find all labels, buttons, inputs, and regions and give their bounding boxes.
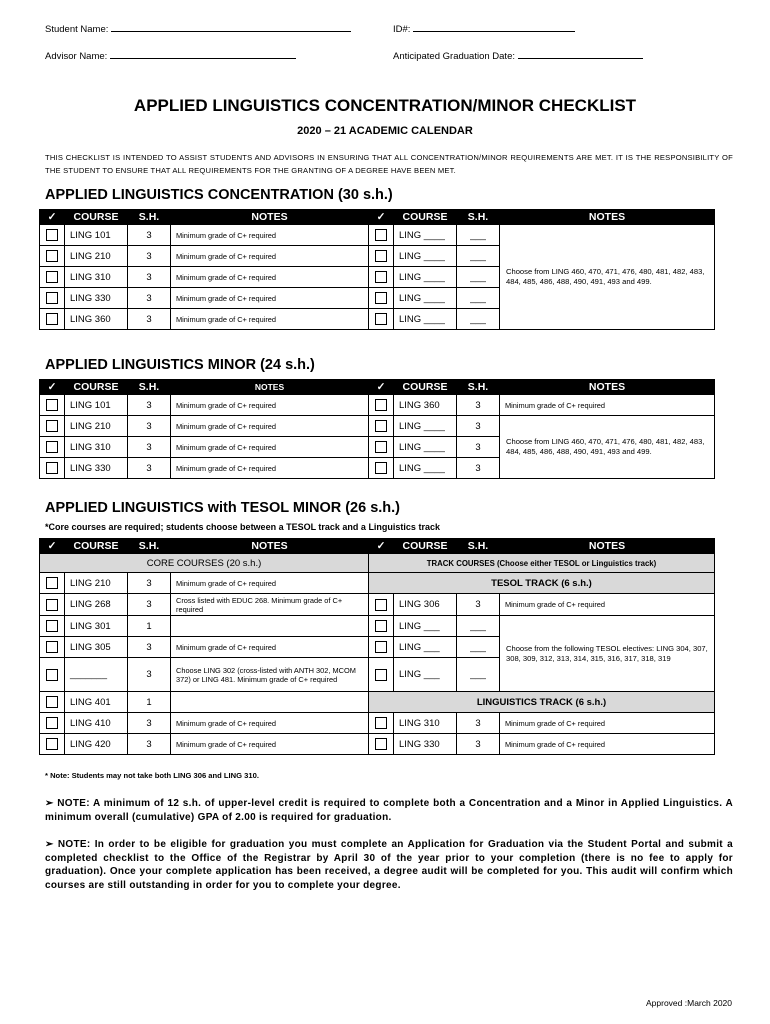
sh-cell: 3 [128, 573, 171, 594]
notes-header: NOTES [500, 539, 715, 554]
notes-cell: Minimum grade of C+ required [171, 267, 369, 288]
graduation-date-label: Anticipated Graduation Date: [393, 51, 515, 62]
course-cell: LING ____ [394, 246, 457, 267]
tesol-electives-note: Choose from the following TESOL electives: LING 304, 307, 308, 309, 312, 313, 314, 315, 316, 317, 318, 319 [500, 616, 715, 692]
notes-cell: Minimum grade of C+ required [171, 637, 369, 658]
notes-cell: Minimum grade of C+ required [500, 713, 715, 734]
checkbox[interactable] [46, 271, 58, 283]
notes-cell: Minimum grade of C+ required [171, 734, 369, 755]
check-header: ✓ [40, 380, 65, 395]
checkbox[interactable] [375, 399, 387, 411]
notes-cell [171, 616, 369, 637]
elective-choices-note: Choose from LING 460, 470, 471, 476, 480, 481, 482, 483, 484, 485, 486, 488, 490, 491, 493 and 499. [500, 225, 715, 330]
course-header: COURSE [65, 210, 128, 225]
checkbox[interactable] [46, 620, 58, 632]
graduation-date-line[interactable] [518, 49, 643, 59]
course-cell: LING 330 [65, 458, 128, 479]
sh-cell: ___ [457, 616, 500, 637]
note-graduation-application: ➢ NOTE: In order to be eligible for graduation you must complete an Application for Graduation via the Student Portal and submit a completed checklist to the Office of the Registrar by April 30 of the year prior to your completion (there is no fee to apply for graduation). Once your complete application has been received, a degree audit will be completed for you. This audit will confirm which courses are still outstanding in order for you to complete your degree. [45, 839, 733, 891]
course-cell: LING ___ [394, 658, 457, 692]
notes-cell: Minimum grade of C+ required [171, 309, 369, 330]
sh-cell: 3 [457, 395, 500, 416]
checkbox[interactable] [46, 462, 58, 474]
course-cell: _______ [65, 658, 128, 692]
sh-header: S.H. [457, 210, 500, 225]
course-cell: LING 101 [65, 395, 128, 416]
sh-header: S.H. [128, 210, 171, 225]
checkbox[interactable] [46, 441, 58, 453]
graduation-date-field[interactable] [393, 49, 643, 62]
check-header: ✓ [369, 380, 394, 395]
minor-table [39, 379, 715, 479]
checkbox[interactable] [375, 669, 387, 681]
notes-cell: Minimum grade of C+ required [171, 458, 369, 479]
course-cell: LING 330 [394, 734, 457, 755]
checkbox[interactable] [375, 420, 387, 432]
notes-header: NOTES [500, 210, 715, 225]
sh-cell: 3 [457, 713, 500, 734]
sh-cell: ___ [457, 246, 500, 267]
table-row [40, 616, 715, 637]
checkbox[interactable] [46, 292, 58, 304]
course-cell: LING ___ [394, 637, 457, 658]
advisor-name-line[interactable] [110, 49, 296, 59]
sh-cell: 3 [128, 246, 171, 267]
core-courses-label: CORE COURSES (20 s.h.) [40, 554, 369, 573]
sh-cell: 3 [128, 267, 171, 288]
checkbox[interactable] [375, 292, 387, 304]
course-cell: LING 310 [65, 267, 128, 288]
course-cell: LING 101 [65, 225, 128, 246]
course-cell: LING ____ [394, 225, 457, 246]
course-cell: LING 301 [65, 616, 128, 637]
checkbox[interactable] [375, 313, 387, 325]
notes-cell: Minimum grade of C+ required [171, 573, 369, 594]
table-row [40, 692, 715, 713]
notes-header: NOTES [171, 380, 369, 395]
table-row [40, 225, 715, 246]
id-line[interactable] [413, 22, 575, 32]
footnote: * Note: Students may not take both LING 306 and LING 310. [45, 771, 259, 780]
elective-choices-note: Choose from LING 460, 470, 471, 476, 480, 481, 482, 483, 484, 485, 486, 488, 490, 491, 493 and 499. [500, 416, 715, 479]
checkbox[interactable] [46, 420, 58, 432]
sh-cell: 3 [128, 288, 171, 309]
checkbox[interactable] [46, 717, 58, 729]
checkbox[interactable] [375, 271, 387, 283]
notes-cell: Minimum grade of C+ required [500, 734, 715, 755]
course-cell: LING 410 [65, 713, 128, 734]
check-header: ✓ [40, 210, 65, 225]
sh-cell: 1 [128, 616, 171, 637]
checkbox[interactable] [375, 717, 387, 729]
notes-cell: Minimum grade of C+ required [171, 225, 369, 246]
course-cell: LING 330 [65, 288, 128, 309]
checkbox[interactable] [46, 250, 58, 262]
tesol-table [39, 538, 715, 755]
sh-cell: 3 [128, 437, 171, 458]
course-header: COURSE [394, 539, 457, 554]
minor-heading: APPLIED LINGUISTICS MINOR (24 s.h.) [45, 357, 315, 373]
notes-cell: Minimum grade of C+ required [500, 594, 715, 616]
course-cell: LING 360 [394, 395, 457, 416]
checkbox[interactable] [46, 577, 58, 589]
page-title: APPLIED LINGUISTICS CONCENTRATION/MINOR CHECKLIST [133, 96, 637, 115]
checkbox[interactable] [375, 620, 387, 632]
course-cell: LING ___ [394, 616, 457, 637]
sh-cell: 3 [457, 416, 500, 437]
notes-header: NOTES [171, 539, 369, 554]
course-cell: LING 305 [65, 637, 128, 658]
sh-cell: 3 [457, 734, 500, 755]
course-cell: LING ____ [394, 288, 457, 309]
checkbox[interactable] [46, 696, 58, 708]
sh-cell: 3 [128, 395, 171, 416]
course-cell: LING 360 [65, 309, 128, 330]
checkbox[interactable] [375, 462, 387, 474]
notes-cell: Minimum grade of C+ required [171, 395, 369, 416]
notes-cell: Minimum grade of C+ required [171, 288, 369, 309]
table-row [40, 594, 715, 616]
sh-cell: ___ [457, 267, 500, 288]
checkbox[interactable] [375, 250, 387, 262]
course-cell: LING 210 [65, 416, 128, 437]
sh-cell: 3 [457, 594, 500, 616]
table-row [40, 416, 715, 437]
approved-date: Approved :March 2020 [646, 998, 732, 1008]
core-courses-note: *Core courses are required; students choose between a TESOL track and a Linguistics track [45, 522, 440, 532]
sh-cell: ___ [457, 288, 500, 309]
course-cell: LING 420 [65, 734, 128, 755]
sh-cell: 3 [128, 637, 171, 658]
notes-header: NOTES [171, 210, 369, 225]
course-cell: LING 401 [65, 692, 128, 713]
sh-cell: ___ [457, 309, 500, 330]
sh-cell: 3 [128, 225, 171, 246]
checkbox[interactable] [375, 641, 387, 653]
table-row [40, 395, 715, 416]
concentration-heading: APPLIED LINGUISTICS CONCENTRATION (30 s.h.) [45, 187, 393, 203]
table-row [40, 734, 715, 755]
sh-cell: 3 [128, 658, 171, 692]
sh-header: S.H. [457, 380, 500, 395]
intro-text: THIS CHECKLIST IS INTENDED TO ASSIST STUDENTS AND ADVISORS IN ENSURING THAT ALL CONCENTRATION/MINOR REQUIREMENTS ARE MET. IT IS THE RESPONSIBILITY OF THE STUDENT TO ENSURE THAT ALL REQUIREMENTS FOR THE GRANTING OF A DEGREE HAVE BEEN MET. [45, 153, 733, 175]
notes-cell: Cross listed with EDUC 268. Minimum grade of C+ required [171, 594, 369, 616]
notes-cell: Minimum grade of C+ required [171, 246, 369, 267]
student-name-line[interactable] [111, 22, 351, 32]
checkbox[interactable] [46, 399, 58, 411]
notes-header: NOTES [500, 380, 715, 395]
id-label: ID#: [393, 24, 411, 35]
course-cell: LING ____ [394, 267, 457, 288]
course-cell: LING ____ [394, 437, 457, 458]
notes-cell: Choose LING 302 (cross-listed with ANTH 302, MCOM 372) or LING 481. Minimum grade of C+ required [171, 658, 369, 692]
tesol-heading: APPLIED LINGUISTICS with TESOL MINOR (26 s.h.) [45, 500, 401, 516]
checkbox[interactable] [46, 641, 58, 653]
check-header: ✓ [369, 210, 394, 225]
sh-cell: 3 [128, 713, 171, 734]
tesol-track-label: TESOL TRACK (6 s.h.) [369, 573, 715, 594]
course-header: COURSE [65, 380, 128, 395]
table-row [40, 713, 715, 734]
student-name-label: Student Name: [45, 24, 109, 35]
id-field[interactable] [393, 22, 575, 35]
sh-cell: 3 [128, 458, 171, 479]
sh-cell: ___ [457, 225, 500, 246]
course-cell: LING ____ [394, 416, 457, 437]
student-name-field[interactable] [45, 22, 351, 35]
checkbox[interactable] [46, 229, 58, 241]
sh-cell: 3 [128, 594, 171, 616]
course-cell: LING 310 [394, 713, 457, 734]
course-cell: LING ____ [394, 458, 457, 479]
course-cell: LING 306 [394, 594, 457, 616]
checkbox[interactable] [375, 599, 387, 611]
sh-header: S.H. [128, 539, 171, 554]
course-cell: LING 210 [65, 246, 128, 267]
sh-cell: 3 [128, 734, 171, 755]
course-header: COURSE [65, 539, 128, 554]
checkbox[interactable] [46, 313, 58, 325]
sh-header: S.H. [457, 539, 500, 554]
notes-cell: Minimum grade of C+ required [171, 416, 369, 437]
sh-cell: 1 [128, 692, 171, 713]
course-cell: LING 210 [65, 573, 128, 594]
notes-cell: Minimum grade of C+ required [171, 437, 369, 458]
course-cell: LING 268 [65, 594, 128, 616]
checkbox[interactable] [46, 738, 58, 750]
note-credit-requirement: ➢ NOTE: A minimum of 12 s.h. of upper-level credit is required to complete both a Concentration and a Minor in Applied Linguistics. A minimum overall (cumulative) GPA of 2.00 is required for graduation. [45, 798, 733, 823]
advisor-name-label: Advisor Name: [45, 51, 108, 62]
notes-cell [171, 692, 369, 713]
notes-cell: Minimum grade of C+ required [171, 713, 369, 734]
checkbox[interactable] [46, 599, 58, 611]
notes-cell: Minimum grade of C+ required [500, 395, 715, 416]
course-header: COURSE [394, 210, 457, 225]
course-cell: LING ____ [394, 309, 457, 330]
sh-cell: ___ [457, 658, 500, 692]
sh-cell: 3 [457, 458, 500, 479]
checkbox[interactable] [46, 669, 58, 681]
checkbox[interactable] [375, 441, 387, 453]
sh-cell: ___ [457, 637, 500, 658]
sh-cell: 3 [128, 416, 171, 437]
advisor-name-field[interactable] [45, 49, 296, 62]
course-header: COURSE [394, 380, 457, 395]
check-header: ✓ [40, 539, 65, 554]
checkbox[interactable] [375, 738, 387, 750]
page-subtitle: 2020 – 21 ACADEMIC CALENDAR [297, 125, 473, 137]
sh-header: S.H. [128, 380, 171, 395]
course-cell: LING 310 [65, 437, 128, 458]
checkbox[interactable] [375, 229, 387, 241]
linguistics-track-label: LINGUISTICS TRACK (6 s.h.) [369, 692, 715, 713]
table-row [40, 573, 715, 594]
concentration-table [39, 209, 715, 330]
track-courses-label: TRACK COURSES (Choose either TESOL or Linguistics track) [369, 554, 715, 573]
sh-cell: 3 [128, 309, 171, 330]
check-header: ✓ [369, 539, 394, 554]
sh-cell: 3 [457, 437, 500, 458]
